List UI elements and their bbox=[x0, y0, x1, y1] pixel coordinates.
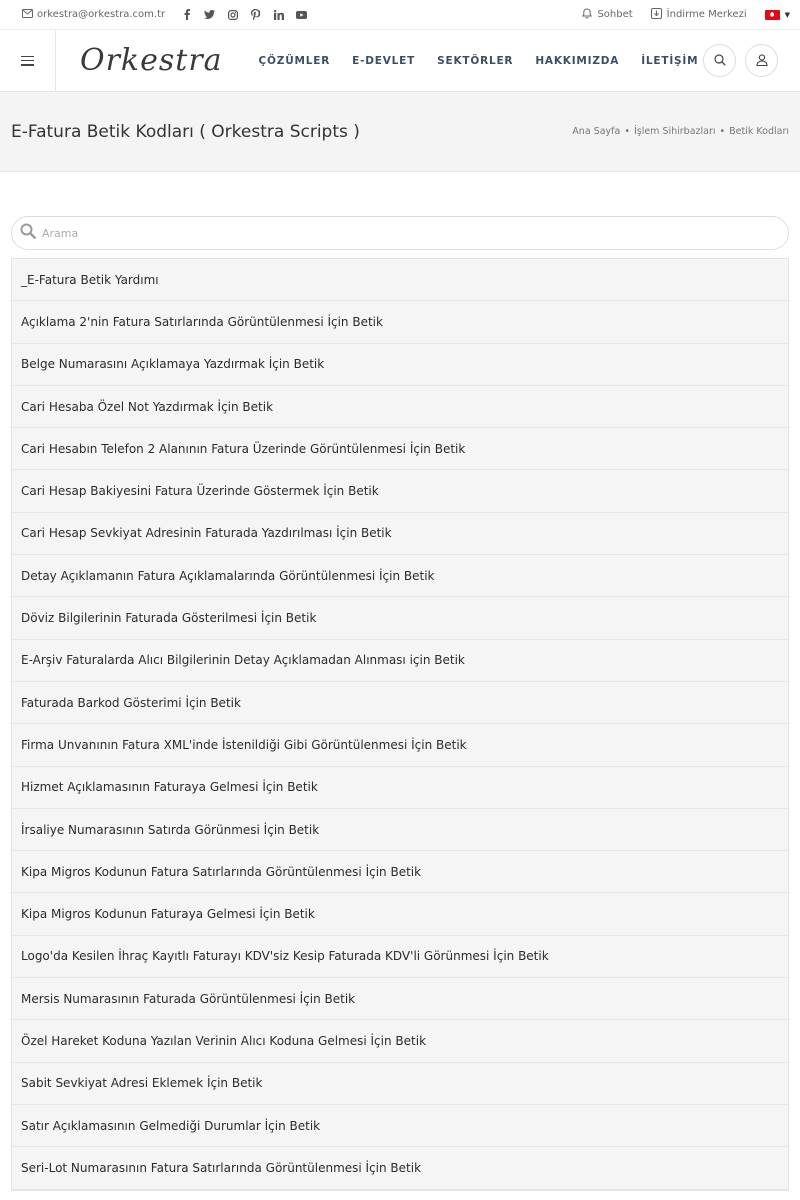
search-icon bbox=[714, 51, 726, 70]
nav-item-hakkimizda[interactable]: HAKKIMIZDA bbox=[535, 54, 620, 67]
breadcrumb bbox=[572, 126, 789, 137]
page-title-band bbox=[0, 92, 800, 172]
chat-label: Sohbet bbox=[597, 9, 633, 20]
list-item[interactable]: Kipa Migros Kodunun Faturaya Gelmesi İçin Betik bbox=[12, 893, 788, 935]
email-text: orkestra@orkestra.com.tr bbox=[37, 9, 166, 20]
list-item[interactable]: Cari Hesap Sevkiyat Adresinin Faturada Yazdırılması İçin Betik bbox=[12, 513, 788, 555]
breadcrumb-home[interactable]: Ana Sayfa bbox=[572, 126, 621, 137]
list-item[interactable]: Satır Açıklamasının Gelmediği Durumlar İçin Betik bbox=[12, 1105, 788, 1147]
main-header bbox=[0, 30, 800, 92]
top-bar bbox=[0, 0, 800, 30]
bell-icon bbox=[582, 8, 592, 22]
user-icon bbox=[756, 51, 768, 70]
youtube-icon[interactable] bbox=[296, 9, 307, 20]
list-item[interactable]: _E-Fatura Betik Yardımı bbox=[12, 259, 788, 301]
list-item[interactable]: Detay Açıklamanın Fatura Açıklamalarında Görüntülenmesi İçin Betik bbox=[12, 555, 788, 597]
list-item[interactable]: Firma Unvanının Fatura XML'inde İstenildiği Gibi Görüntülenmesi İçin Betik bbox=[12, 724, 788, 766]
language-selector[interactable] bbox=[765, 10, 790, 20]
list-item[interactable]: E-Arşiv Faturalarda Alıcı Bilgilerinin Detay Açıklamadan Alınması için Betik bbox=[12, 640, 788, 682]
menu-button[interactable] bbox=[0, 30, 56, 92]
list-item[interactable]: Sabit Sevkiyat Adresi Eklemek İçin Betik bbox=[12, 1063, 788, 1105]
breadcrumb-wizards[interactable]: İşlem Sihirbazları bbox=[633, 126, 716, 137]
list-item[interactable]: Seri-Lot Numarasının Fatura Satırlarında Görüntülenmesi İçin Betik bbox=[12, 1147, 788, 1189]
social-links bbox=[181, 9, 307, 20]
list-item[interactable]: Cari Hesap Bakiyesini Fatura Üzerinde Göstermek İçin Betik bbox=[12, 470, 788, 512]
caret-down-icon: ▼ bbox=[784, 10, 790, 19]
email-link[interactable] bbox=[22, 9, 165, 21]
logo[interactable]: Orkestra bbox=[80, 43, 223, 78]
account-button[interactable] bbox=[745, 44, 778, 77]
twitter-icon[interactable] bbox=[204, 9, 215, 20]
list-item[interactable]: Mersis Numarasının Faturada Görüntülenmesi İçin Betik bbox=[12, 978, 788, 1020]
instagram-icon[interactable] bbox=[227, 9, 238, 20]
header-actions bbox=[703, 44, 778, 77]
list-item[interactable]: Açıklama 2'nin Fatura Satırlarında Görüntülenmesi İçin Betik bbox=[12, 301, 788, 343]
list-item[interactable]: Belge Numarasını Açıklamaya Yazdırmak İçin Betik bbox=[12, 344, 788, 386]
page-title: E-Fatura Betik Kodları ( Orkestra Scripts ) bbox=[11, 121, 360, 142]
list-item[interactable]: Logo'da Kesilen İhraç Kayıtlı Faturayı KDV'siz Kesip Faturada KDV'li Görünmesi İçin Betik bbox=[12, 936, 788, 978]
list-item[interactable]: Cari Hesaba Özel Not Yazdırmak İçin Betik bbox=[12, 386, 788, 428]
nav-item-e-devlet[interactable]: E-DEVLET bbox=[352, 54, 416, 67]
main-nav bbox=[259, 55, 699, 67]
script-list bbox=[11, 258, 789, 1191]
download-center-label: İndirme Merkezi bbox=[666, 9, 747, 20]
search-icon bbox=[20, 223, 36, 243]
list-item[interactable]: Özel Hareket Koduna Yazılan Verinin Alıcı Koduna Gelmesi İçin Betik bbox=[12, 1020, 788, 1062]
nav-item-sektorler[interactable]: SEKTÖRLER bbox=[437, 54, 514, 67]
list-item[interactable]: Döviz Bilgilerinin Faturada Gösterilmesi İçin Betik bbox=[12, 597, 788, 639]
hamburger-icon bbox=[21, 56, 34, 66]
search-input[interactable] bbox=[42, 227, 788, 240]
list-search-box bbox=[11, 216, 789, 250]
facebook-icon[interactable] bbox=[181, 9, 192, 20]
top-bar-right bbox=[582, 8, 790, 22]
list-item[interactable]: Cari Hesabın Telefon 2 Alanının Fatura Üzerinde Görüntülenmesi İçin Betik bbox=[12, 428, 788, 470]
nav-item-cozumler[interactable]: ÇÖZÜMLER bbox=[258, 54, 331, 67]
envelope-icon bbox=[22, 9, 33, 21]
list-item[interactable]: Hizmet Açıklamasının Faturaya Gelmesi İçin Betik bbox=[12, 767, 788, 809]
search-button[interactable] bbox=[703, 44, 736, 77]
breadcrumb-separator: • bbox=[624, 126, 630, 137]
breadcrumb-separator: • bbox=[719, 126, 726, 137]
nav-item-iletisim[interactable]: İLETİŞİM bbox=[641, 54, 699, 67]
linkedin-icon[interactable] bbox=[273, 9, 284, 20]
tr-flag-icon bbox=[765, 10, 780, 20]
chat-link[interactable] bbox=[582, 8, 632, 22]
list-item[interactable]: Kipa Migros Kodunun Fatura Satırlarında Görüntülenmesi İçin Betik bbox=[12, 851, 788, 893]
pinterest-icon[interactable] bbox=[250, 9, 261, 20]
list-item[interactable]: Faturada Barkod Gösterimi İçin Betik bbox=[12, 682, 788, 724]
download-center-link[interactable] bbox=[651, 8, 747, 22]
breadcrumb-current: Betik Kodları bbox=[729, 126, 789, 137]
download-icon bbox=[651, 8, 662, 22]
list-item[interactable]: İrsaliye Numarasının Satırda Görünmesi İçin Betik bbox=[12, 809, 788, 851]
